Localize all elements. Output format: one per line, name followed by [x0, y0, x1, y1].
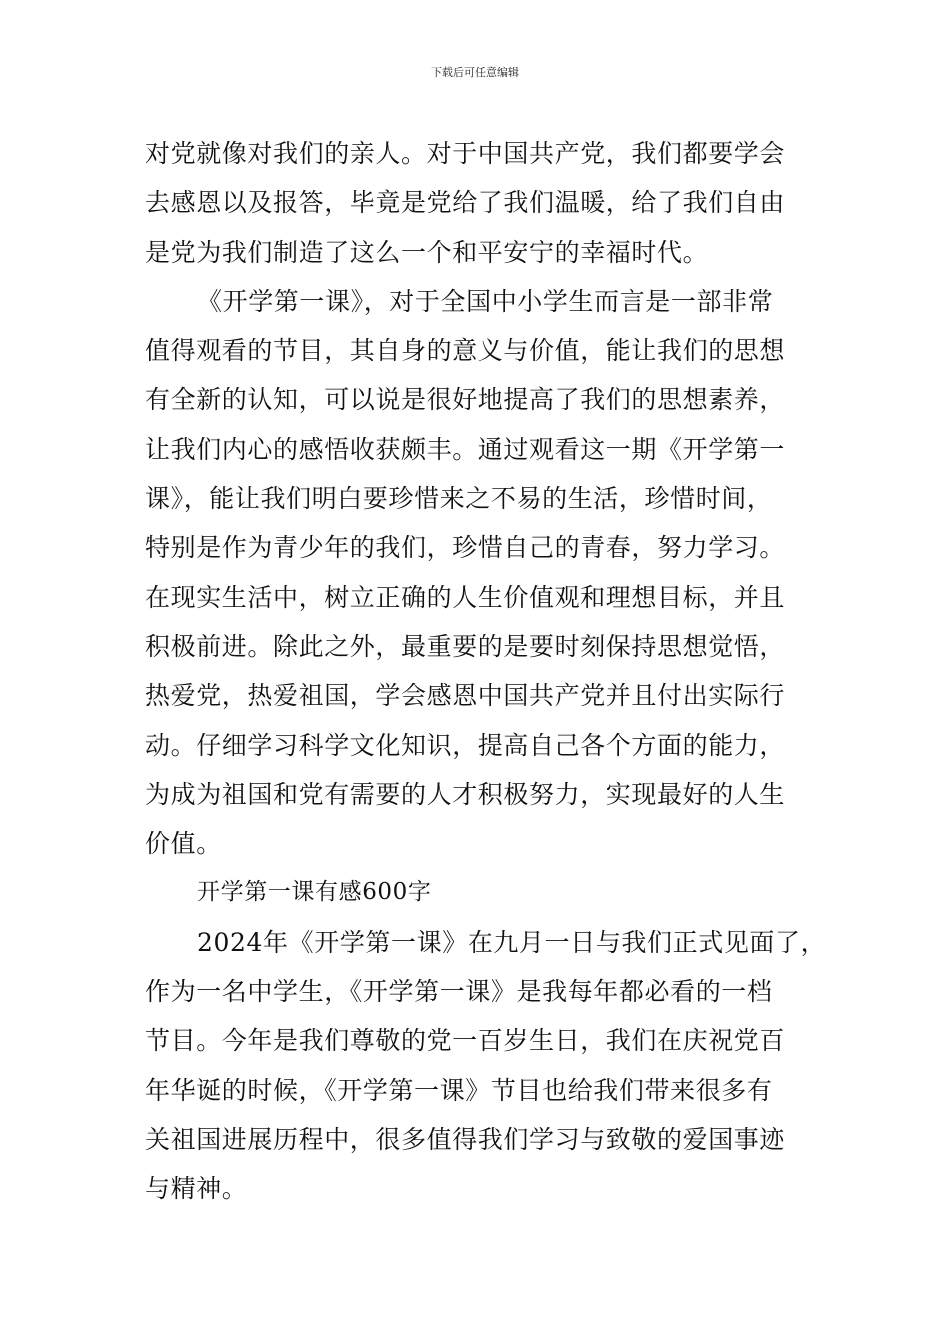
- text-line: 关祖国进展历程中，很多值得我们学习与致敬的爱国事迹: [145, 1124, 786, 1154]
- text-line: 热爱党，热爱祖国，学会感恩中国共产党并且付出实际行: [145, 681, 786, 711]
- paragraph-first-line: 2024年《开学第一课》在九月一日与我们正式见面了，: [197, 927, 827, 957]
- text-line: 作为一名中学生，《开学第一课》是我每年都必看的一档: [145, 977, 773, 1007]
- document-body: [145, 129, 825, 1214]
- paragraph-first-line: 《开学第一课》，对于全国中小学生而言是一部非常: [197, 286, 774, 316]
- text-line: 年华诞的时候，《开学第一课》节目也给我们带来很多有: [145, 1075, 773, 1105]
- text-line: 让我们内心的感悟收获颇丰。通过观看这一期《开学第一: [145, 434, 786, 464]
- text-line: 价值。: [145, 829, 222, 859]
- text-line: 有全新的认知，可以说是很好地提高了我们的思想素养，: [145, 385, 786, 415]
- text-line: 特别是作为青少年的我们，珍惜自己的青春，努力学习。: [145, 533, 786, 563]
- section-heading: 开学第一课有感600字: [197, 879, 432, 906]
- text-line: 与精神。: [145, 1174, 248, 1204]
- text-line: 为成为祖国和党有需要的人才积极努力，实现最好的人生: [145, 779, 786, 809]
- text-line: 是党为我们制造了这么一个和平安宁的幸福时代。: [145, 237, 709, 267]
- text-line: 动。仔细学习科学文化知识，提高自己各个方面的能力，: [145, 730, 786, 760]
- text-line: 课》，能让我们明白要珍惜来之不易的生活，珍惜时间，: [145, 484, 773, 514]
- text-line: 在现实生活中，树立正确的人生价值观和理想目标，并且: [145, 582, 786, 612]
- text-line: 去感恩以及报答，毕竟是党给了我们温暖，给了我们自由: [145, 188, 786, 218]
- text-line: 积极前进。除此之外，最重要的是要时刻保持思想觉悟，: [145, 631, 786, 661]
- text-line: 值得观看的节目，其自身的意义与价值，能让我们的思想: [145, 336, 786, 366]
- text-line: 节目。今年是我们尊敬的党一百岁生日，我们在庆祝党百: [145, 1026, 786, 1056]
- text-line: 对党就像对我们的亲人。对于中国共产党，我们都要学会: [145, 139, 786, 168]
- page-header: 下载后可任意编辑: [431, 66, 519, 79]
